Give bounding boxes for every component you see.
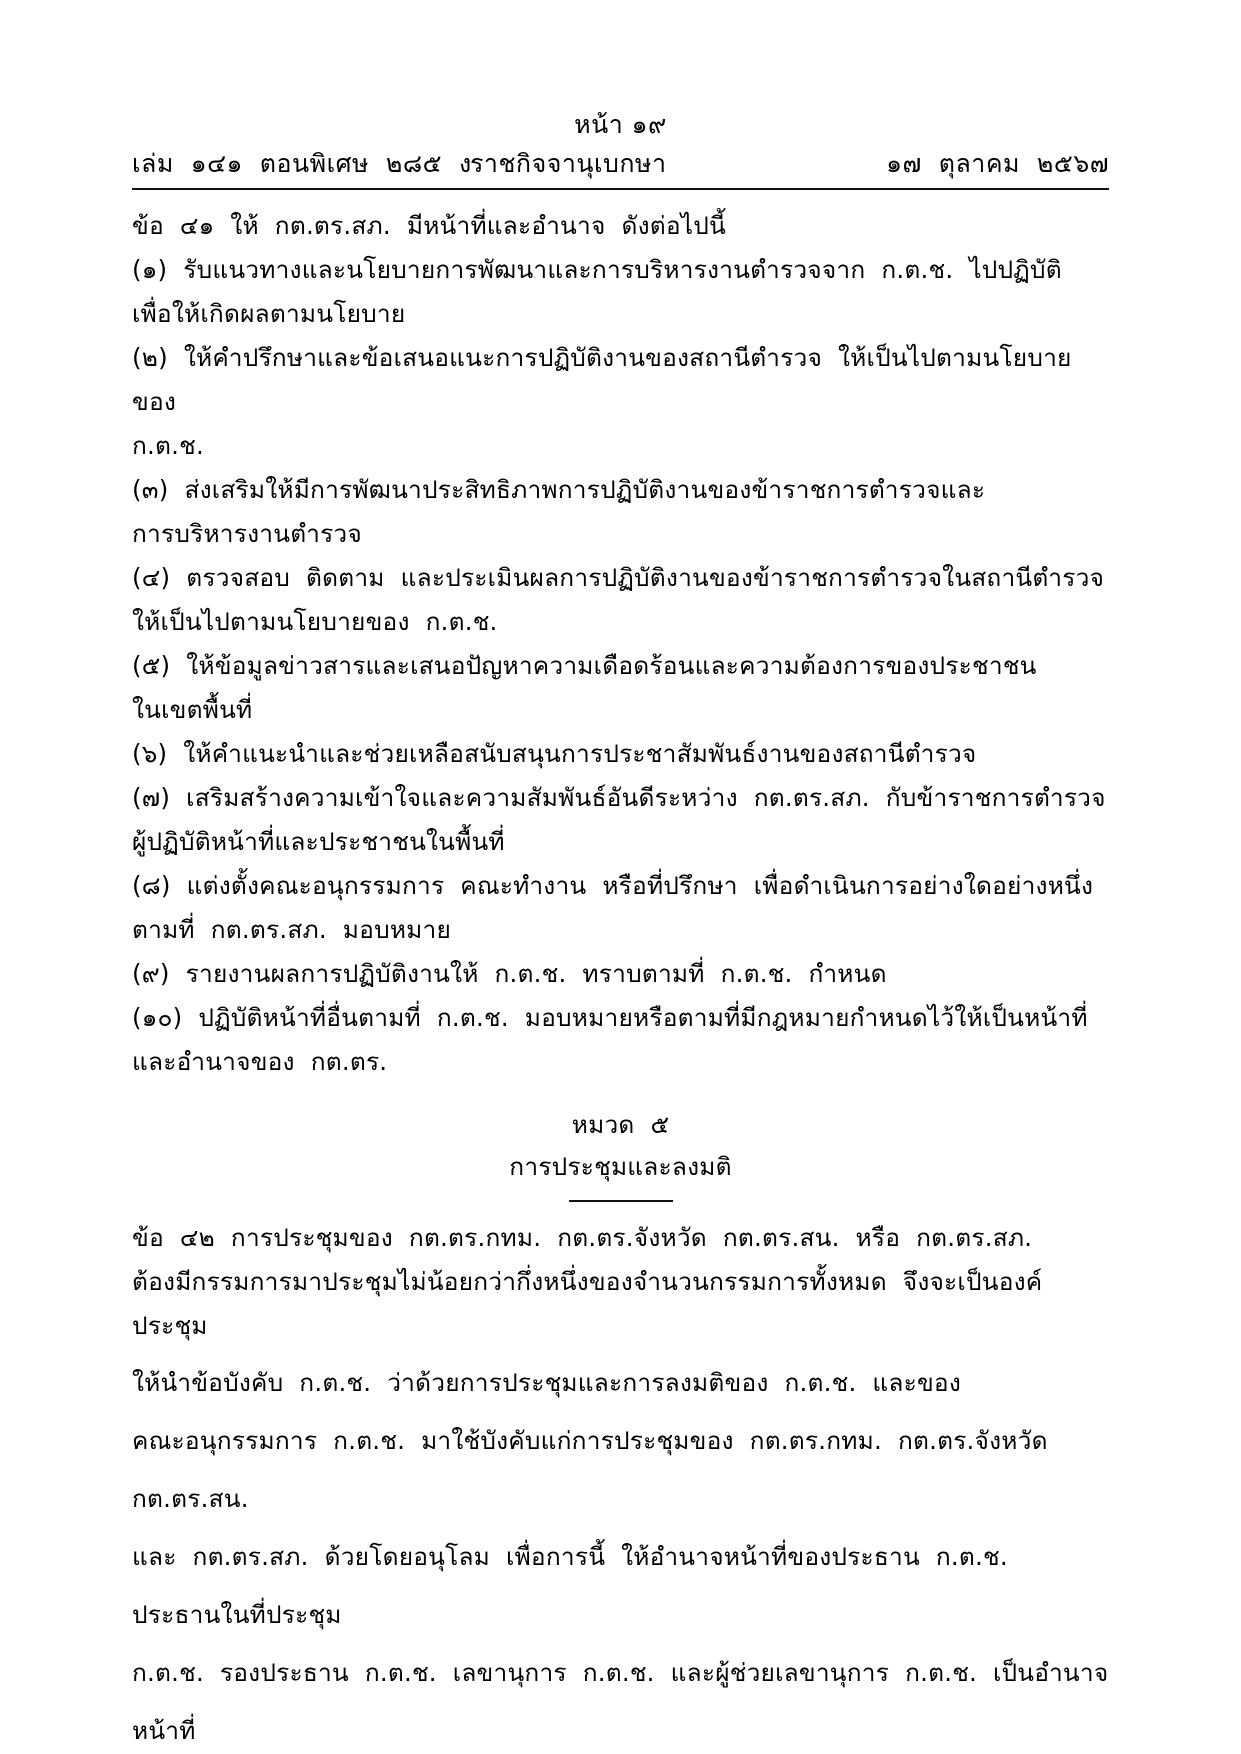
section-41-item-7: (๗) เสริมสร้างความเข้าใจและความสัมพันธ์อันดีระหว่าง กต.ตร.สภ. กับข้าราชการตำรวจ	[132, 783, 1106, 812]
section-41-item-1: (๑) รับแนวทางและนโยบายการพัฒนาและการบริหารงานตำรวจจาก ก.ต.ช. ไปปฏิบัติ	[132, 255, 1062, 284]
section-41-item-8: (๘) แต่งตั้งคณะอนุกรรมการ คณะทำงาน หรือที่ปรึกษา เพื่อดำเนินการอย่างใดอย่างหนึ่ง	[132, 871, 1094, 900]
section-41-item-2: (๒) ให้คำปรึกษาและข้อเสนอแนะการปฏิบัติงานของสถานีตำรวจ ให้เป็นไปตามนโยบายของ	[132, 343, 1072, 416]
section-41-item-4: (๔) ตรวจสอบ ติดตาม และประเมินผลการปฏิบัติงานของข้าราชการตำรวจในสถานีตำรวจ	[132, 563, 1105, 592]
closing-line-3: และ กต.ตร.สภ. ด้วยโดยอนุโลม เพื่อการนี้ ให้อำนาจหน้าที่ของประธาน ก.ต.ช. ประธานในที่ประชุม	[132, 1542, 1024, 1629]
section-41-item-3-cont: การบริหารงานตำรวจ	[132, 519, 362, 548]
section-41-item-5: (๕) ให้ข้อมูลข่าวสารและเสนอปัญหาความเดือดร้อนและความต้องการของประชาชน	[132, 651, 1037, 680]
section-41-item-3: (๓) ส่งเสริมให้มีการพัฒนาประสิทธิภาพการปฏิบัติงานของข้าราชการตำรวจและ	[132, 475, 986, 504]
closing-line-4: ก.ต.ช. รองประธาน ก.ต.ช. เลขานุการ ก.ต.ช. และผู้ช่วยเลขานุการ ก.ต.ช. เป็นอำนาจหน้าที่	[132, 1658, 1109, 1745]
section-41-item-6: (๖) ให้คำแนะนำและช่วยเหลือสนับสนุนการประชาสัมพันธ์งานของสถานีตำรวจ	[132, 739, 977, 768]
publication-title: ราชกิจจานุเบกษา	[470, 149, 667, 178]
section-41-item-7-cont: ผู้ปฏิบัติหน้าที่และประชาชนในพื้นที่	[132, 827, 505, 856]
section-41-lead: ข้อ ๔๑ ให้ กต.ตร.สภ. มีหน้าที่และอำนาจ ดังต่อไปนี้	[132, 211, 727, 240]
chapter-label: หมวด ๕	[571, 1110, 670, 1139]
body-column	[132, 204, 1109, 1754]
section-41-item-2-cont: ก.ต.ช.	[132, 431, 204, 460]
page-number-label: หน้า ๑๙	[574, 110, 667, 139]
section-41-item-4-cont: ให้เป็นไปตามนโยบายของ ก.ต.ช.	[132, 607, 498, 636]
section-41-item-8-cont: ตามที่ กต.ตร.สภ. มอบหมาย	[132, 915, 452, 944]
chapter-divider-wrap	[132, 1200, 1109, 1202]
masthead-line	[132, 144, 1109, 184]
closing-line-1: ให้นำข้อบังคับ ก.ต.ช. ว่าด้วยการประชุมและการลงมติของ ก.ต.ช. และของ	[132, 1368, 962, 1397]
chapter-title: การประชุมและลงมติ	[509, 1152, 732, 1181]
section-41-item-9: (๙) รายงานผลการปฏิบัติงานให้ ก.ต.ช. ทราบตามที่ ก.ต.ช. กำหนด	[132, 959, 887, 988]
masthead-divider	[132, 188, 1109, 190]
section-41-item-1-cont: เพื่อให้เกิดผลตามนโยบาย	[132, 299, 406, 328]
chapter-heading-block	[132, 1104, 1109, 1202]
section-41-item-10: (๑๐) ปฏิบัติหน้าที่อื่นตามที่ ก.ต.ช. มอบหมายหรือตามที่มีกฎหมายกำหนดไว้ให้เป็นหน้าที่	[132, 1003, 1088, 1032]
section-41-item-5-cont: ในเขตพื้นที่	[132, 695, 253, 724]
closing-line-2: คณะอนุกรรมการ ก.ต.ช. มาใช้บังคับแก่การประชุมของ กต.ตร.กทม. กต.ตร.จังหวัด กต.ตร.สน.	[132, 1426, 1064, 1513]
page-masthead	[132, 108, 1109, 190]
section-42-line-1: ข้อ ๔๒ การประชุมของ กต.ตร.กทม. กต.ตร.จังหวัด กต.ตร.สน. หรือ กต.ตร.สภ.	[132, 1223, 1033, 1252]
volume-issue-label: เล่ม ๑๔๑ ตอนพิเศษ ๒๘๕ ง	[132, 149, 472, 178]
section-41-item-10-cont: และอำนาจของ กต.ตร.	[132, 1047, 388, 1076]
publication-date: ๑๗ ตุลาคม ๒๕๖๗	[886, 149, 1109, 178]
section-42-line-2: ต้องมีกรรมการมาประชุมไม่น้อยกว่ากึ่งหนึ่งของจำนวนกรรมการทั้งหมด จึงจะเป็นองค์ประชุม	[132, 1267, 1043, 1340]
chapter-divider	[569, 1200, 673, 1202]
